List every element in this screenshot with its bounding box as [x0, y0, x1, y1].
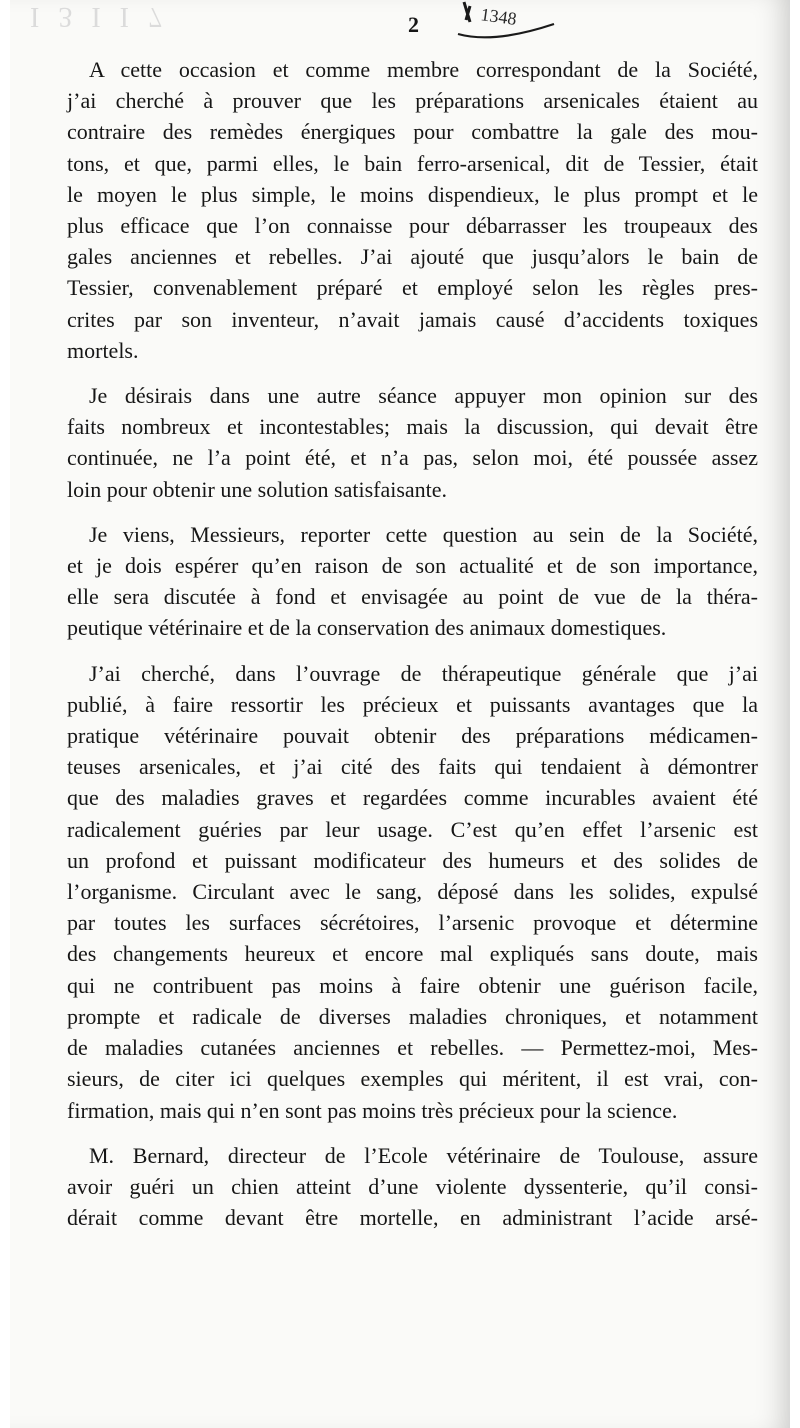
text-line: crites par son inventeur, n’avait jamais causé d’accidents toxiques — [67, 306, 758, 332]
text-line: prompte et radicale de diverses maladies chroniques, et notamment — [67, 1003, 758, 1029]
text-line: tons, et que, parmi elles, le bain ferro-arsenical, dit de Tessier, était — [67, 150, 758, 176]
text-line: j’ai cherché à prouver que les préparations arsenicales étaient au — [67, 88, 758, 114]
paragraph-3 — [67, 519, 758, 644]
text-line: un profond et puissant modificateur des humeurs et des solides de — [67, 847, 758, 873]
text-line: continuée, ne l’a point été, et n’a pas, selon moi, été poussée assez — [67, 445, 758, 471]
text-line: faits nombreux et incontestables; mais la discussion, qui devait être — [67, 414, 758, 440]
text-line: plus efficace que l’on connaisse pour débarrasser les troupeaux des — [67, 213, 758, 239]
text-line: M. Bernard, directeur de l’Ecole vétérinaire de Toulouse, assure — [89, 1142, 758, 1168]
text-line: par toutes les surfaces sécrétoires, l’arsenic provoque et détermine — [67, 910, 758, 936]
text-line: contraire des remèdes énergiques pour combattre la gale des mou- — [67, 119, 758, 145]
text-line: sieurs, de citer ici quelques exemples qui méritent, il est vrai, con- — [67, 1066, 758, 1092]
text-line: elle sera discutée à fond et envisagée au point de vue de la théra- — [67, 584, 758, 610]
page-number: 2 — [408, 12, 419, 37]
page-body — [67, 54, 758, 1247]
text-line: qui ne contribuent pas moins à faire obtenir une guérison facile, — [67, 972, 758, 998]
paragraph-5 — [67, 1140, 758, 1234]
library-stamp — [454, 0, 562, 40]
text-line: peutique vétérinaire et de la conservation des animaux domestiques. — [67, 615, 667, 641]
text-line: que des maladies graves et regardées comme incurables avaient été — [67, 785, 758, 811]
text-line: gales anciennes et rebelles. J’ai ajouté que jusqu’alors le bain de — [67, 244, 758, 270]
text-line: de maladies cutanées anciennes et rebelles. — Permettez-moi, Mes- — [67, 1035, 758, 1061]
paragraph-2 — [67, 380, 758, 505]
text-line: loin pour obtenir une solution satisfaisante. — [67, 476, 448, 502]
text-line: Je désirais dans une autre séance appuyer mon opinion sur des — [89, 383, 758, 409]
text-line: mortels. — [67, 337, 139, 363]
text-line: le moyen le plus simple, le moins dispendieux, le plus prompt et le — [67, 181, 758, 207]
paragraph-1 — [67, 54, 758, 366]
text-line: des changements heureux et encore mal expliqués sans doute, mais — [67, 941, 758, 967]
text-line: dérait comme devant être mortelle, en administrant l’acide arsé- — [67, 1205, 758, 1231]
text-line: avoir guéri un chien atteint d’une violente dyssenterie, qu’il consi- — [67, 1173, 758, 1199]
text-line: publié, à faire ressortir les précieux et puissants avantages que la — [67, 691, 758, 717]
paragraph-4 — [67, 658, 758, 1126]
text-line: teuses arsenicales, et j’ai cité des faits qui tendaient à démontrer — [67, 754, 758, 780]
show-through-text: I 3 I I 7 — [30, 1, 168, 32]
text-line: Je viens, Messieurs, reporter cette question au sein de la Société, — [89, 521, 758, 547]
text-line: A cette occasion et comme membre correspondant de la Société, — [89, 57, 758, 82]
svg-text:1348: 1348 — [479, 4, 518, 29]
text-line: et je dois espérer qu’en raison de son actualité et de son importance, — [67, 553, 758, 579]
text-line: firmation, mais qui n’en sont pas moins très précieux pour la science. — [67, 1097, 678, 1123]
text-line: Tessier, convenablement préparé et employé selon les règles pres- — [67, 275, 758, 301]
text-line: J’ai cherché, dans l’ouvrage de thérapeutique générale que j’ai — [89, 660, 758, 686]
text-line: radicalement guéries par leur usage. C’est qu’en effet l’arsenic est — [67, 816, 758, 842]
text-line: l’organisme. Circulant avec le sang, déposé dans les solides, expulsé — [67, 879, 758, 905]
text-line: pratique vétérinaire pouvait obtenir des préparations médicamen- — [67, 723, 758, 749]
